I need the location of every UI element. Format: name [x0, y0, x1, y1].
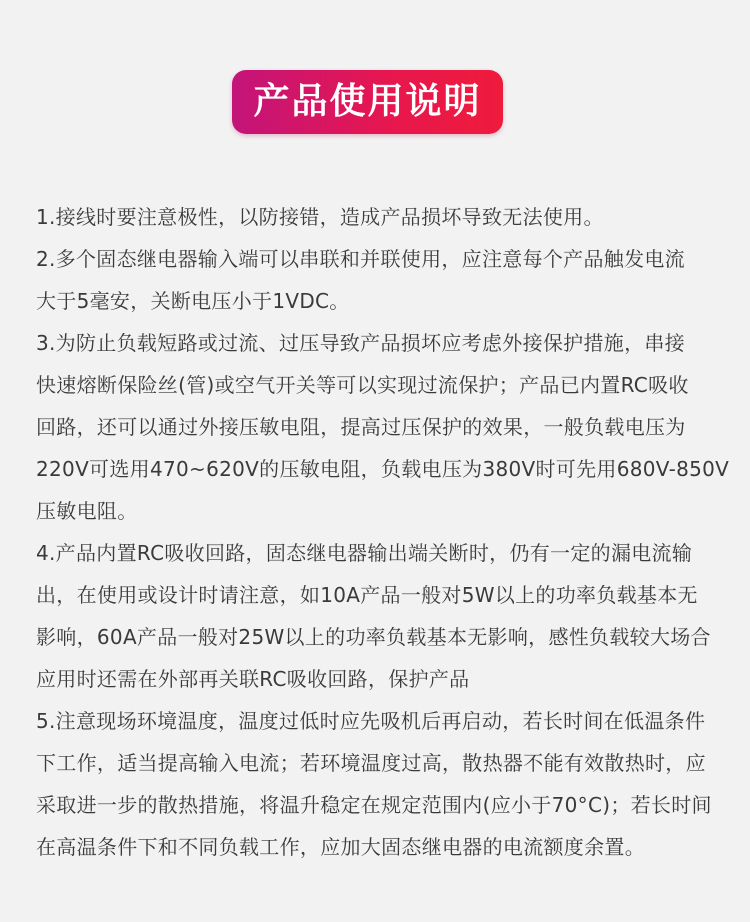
instruction-line: 出，在使用或设计时请注意，如10A产品一般对5W以上的功率负载基本无	[36, 583, 698, 607]
instruction-line: 快速熔断保险丝(管)或空气开关等可以实现过流保护；产品已内置RC吸收	[36, 373, 689, 397]
instruction-line: 采取进一步的散热措施，将温升稳定在规定范围内(应小于70°C)；若长时间	[36, 793, 712, 817]
instruction-line: 1.接线时要注意极性，以防接错，造成产品损坏导致无法使用。	[36, 205, 604, 229]
title-badge	[232, 70, 503, 134]
instruction-line: 影响，60A产品一般对25W以上的功率负载基本无影响，感性负载较大场合	[36, 625, 711, 649]
instruction-line: 5.注意现场环境温度，温度过低时应先吸机后再启动，若长时间在低温条件	[36, 709, 706, 733]
instruction-line: 应用时还需在外部再关联RC吸收回路，保护产品	[36, 667, 470, 691]
page-title: 产品使用说明	[253, 81, 482, 122]
instructions-body	[36, 196, 730, 868]
instruction-line: 4.产品内置RC吸收回路，固态继电器输出端关断时，仍有一定的漏电流输	[36, 541, 693, 565]
instruction-line: 大于5毫安，关断电压小于1VDC。	[36, 289, 350, 313]
instruction-line: 2.多个固态继电器输入端可以串联和并联使用，应注意每个产品触发电流	[36, 247, 685, 271]
instruction-line: 压敏电阻。	[36, 499, 138, 523]
instruction-line: 3.为防止负载短路或过流、过压导致产品损坏应考虑外接保护措施，串接	[36, 331, 685, 355]
instruction-line: 回路，还可以通过外接压敏电阻，提高过压保护的效果，一般负载电压为	[36, 415, 686, 439]
instruction-line: 在高温条件下和不同负载工作，应加大固态继电器的电流额度余置。	[36, 835, 645, 859]
instruction-line: 220V可选用470~620V的压敏电阻，负载电压为380V时可先用680V-850V	[36, 457, 730, 481]
instruction-line: 下工作，适当提高输入电流；若环境温度过高，散热器不能有效散热时，应	[36, 751, 706, 775]
